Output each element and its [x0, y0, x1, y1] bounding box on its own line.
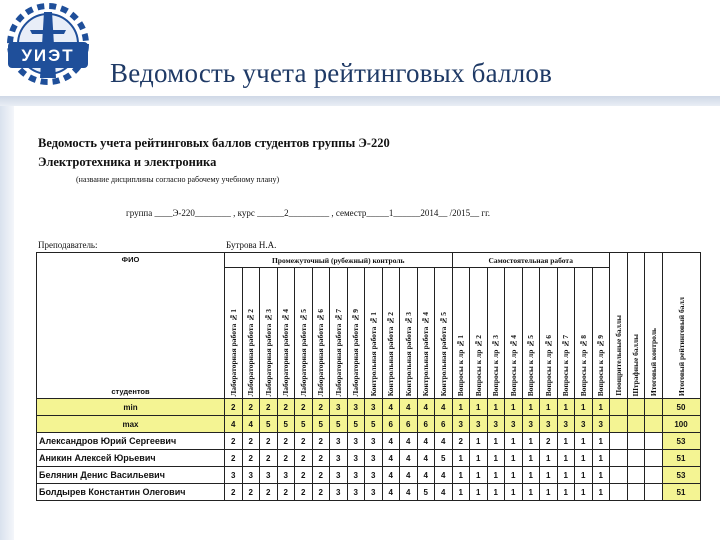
- score-cell: 1: [505, 450, 523, 467]
- score-cell: 4: [382, 399, 400, 416]
- score-cell: [645, 399, 663, 416]
- sheet-subject: Электротехника и электроника: [38, 155, 217, 169]
- column-header: Контрольная работа №1: [365, 268, 383, 399]
- score-cell: 3: [347, 450, 365, 467]
- students-header-label: студентов: [111, 387, 150, 396]
- score-cell: 1: [575, 399, 593, 416]
- score-cell: 1: [505, 433, 523, 450]
- score-cell: [610, 416, 628, 433]
- score-cell: 4: [417, 433, 435, 450]
- score-cell: 2: [295, 484, 313, 501]
- score-cell: 4: [400, 433, 418, 450]
- score-cell: 4: [382, 450, 400, 467]
- rating-table: [36, 252, 701, 501]
- score-cell: 3: [260, 467, 278, 484]
- score-cell: 1: [487, 433, 505, 450]
- logo-text: УИЭТ: [21, 46, 75, 65]
- score-cell: 1: [540, 450, 558, 467]
- score-cell: 1: [505, 399, 523, 416]
- column-header: Контрольная работа №3: [400, 268, 418, 399]
- score-cell: 4: [400, 484, 418, 501]
- sheet-group-line: группа ____Э-220________ , курс ______2_________ , семестр_____1______2014__ /2015__ гг.: [126, 208, 491, 218]
- score-cell: [627, 399, 645, 416]
- column-header: Вопросы к лр №9: [592, 268, 610, 399]
- score-cell: 4: [417, 399, 435, 416]
- score-cell: 4: [400, 467, 418, 484]
- score-cell: 1: [557, 450, 575, 467]
- column-header: Итоговый контроль: [645, 253, 663, 399]
- score-cell: 4: [382, 467, 400, 484]
- score-cell: 2: [277, 450, 295, 467]
- score-cell: 2: [295, 399, 313, 416]
- score-cell: 5: [417, 484, 435, 501]
- score-cell: 4: [242, 416, 260, 433]
- score-cell: 2: [295, 467, 313, 484]
- score-cell: 2: [312, 484, 330, 501]
- score-cell: 5: [435, 450, 453, 467]
- score-cell: [645, 416, 663, 433]
- score-cell: 2: [242, 484, 260, 501]
- sheet-subject-note: (название дисциплины согласно рабочему учебному плану): [76, 175, 280, 184]
- score-cell: [627, 416, 645, 433]
- score-cell: 1: [487, 399, 505, 416]
- score-cell: 5: [347, 416, 365, 433]
- score-cell: 2: [260, 399, 278, 416]
- score-cell: 2: [452, 433, 470, 450]
- self-work-group-header: Самостоятельная работа: [452, 253, 610, 268]
- column-header: Вопросы к лр №2: [470, 268, 488, 399]
- student-name: Белянин Денис Васильевич: [37, 467, 225, 484]
- score-cell: 6: [382, 416, 400, 433]
- score-cell: [610, 399, 628, 416]
- column-header: Лабораторная работа №4: [277, 268, 295, 399]
- score-cell: 2: [225, 450, 243, 467]
- total-score-cell: 53: [662, 433, 700, 450]
- score-cell: 1: [505, 484, 523, 501]
- score-cell: 3: [347, 467, 365, 484]
- score-cell: 1: [470, 399, 488, 416]
- score-cell: [610, 484, 628, 501]
- column-header: Итоговый рейтинговый балл: [662, 253, 700, 399]
- score-cell: 1: [487, 450, 505, 467]
- score-cell: 3: [330, 433, 348, 450]
- score-cell: 1: [557, 399, 575, 416]
- score-cell: [627, 433, 645, 450]
- score-cell: 5: [295, 416, 313, 433]
- score-cell: 5: [312, 416, 330, 433]
- score-cell: 6: [400, 416, 418, 433]
- teacher-name: Бутрова Н.А.: [226, 240, 277, 250]
- score-cell: 1: [452, 450, 470, 467]
- column-header: Лабораторная работа №1: [225, 268, 243, 399]
- score-cell: 2: [312, 467, 330, 484]
- score-cell: 3: [277, 467, 295, 484]
- total-score-cell: 51: [662, 484, 700, 501]
- score-cell: 1: [575, 467, 593, 484]
- score-cell: 4: [382, 484, 400, 501]
- score-cell: 3: [470, 416, 488, 433]
- score-cell: 1: [505, 467, 523, 484]
- score-cell: [627, 450, 645, 467]
- score-cell: 3: [330, 484, 348, 501]
- total-score-cell: 100: [662, 416, 700, 433]
- score-cell: 6: [435, 416, 453, 433]
- rating-sheet: [36, 128, 702, 497]
- student-name: Болдырев Константин Олегович: [37, 484, 225, 501]
- score-cell: [645, 484, 663, 501]
- column-header: Штрафные баллы: [627, 253, 645, 399]
- score-cell: 4: [225, 416, 243, 433]
- score-cell: 1: [540, 467, 558, 484]
- column-header: Лабораторная работа №9: [347, 268, 365, 399]
- student-row: [37, 467, 701, 484]
- score-cell: 2: [312, 450, 330, 467]
- score-cell: 4: [382, 433, 400, 450]
- score-cell: 1: [575, 450, 593, 467]
- score-cell: 2: [295, 450, 313, 467]
- score-cell: 1: [470, 467, 488, 484]
- score-cell: 1: [470, 484, 488, 501]
- total-score-cell: 53: [662, 467, 700, 484]
- score-cell: 1: [452, 484, 470, 501]
- score-cell: 2: [260, 484, 278, 501]
- score-cell: 4: [435, 484, 453, 501]
- score-cell: 4: [417, 467, 435, 484]
- score-cell: 1: [540, 399, 558, 416]
- score-cell: [627, 467, 645, 484]
- score-cell: 3: [452, 416, 470, 433]
- total-score-cell: 51: [662, 450, 700, 467]
- score-cell: 2: [312, 399, 330, 416]
- score-cell: 1: [522, 433, 540, 450]
- score-cell: 3: [365, 399, 383, 416]
- score-cell: 2: [242, 450, 260, 467]
- score-cell: 3: [330, 399, 348, 416]
- score-cell: [610, 467, 628, 484]
- column-header: Контрольная работа №2: [382, 268, 400, 399]
- score-cell: 1: [557, 467, 575, 484]
- score-cell: 6: [417, 416, 435, 433]
- score-cell: 2: [260, 450, 278, 467]
- score-cell: 3: [540, 416, 558, 433]
- total-score-cell: 50: [662, 399, 700, 416]
- score-cell: [610, 450, 628, 467]
- sheet-title: Ведомость учета рейтинговых баллов студентов группы Э-220: [38, 136, 390, 150]
- column-header: Вопросы к лр №5: [522, 268, 540, 399]
- score-cell: 3: [330, 467, 348, 484]
- column-header: Вопросы к лр №3: [487, 268, 505, 399]
- column-header: Лабораторная работа №5: [295, 268, 313, 399]
- score-cell: [627, 484, 645, 501]
- student-row: [37, 433, 701, 450]
- fio-header-label: ФИО: [121, 255, 140, 264]
- column-header: Вопросы к лр №4: [505, 268, 523, 399]
- score-cell: 2: [260, 433, 278, 450]
- fio-header: [37, 253, 225, 399]
- score-cell: 3: [365, 467, 383, 484]
- score-cell: 2: [277, 484, 295, 501]
- score-cell: 1: [470, 433, 488, 450]
- score-cell: 1: [522, 484, 540, 501]
- column-header: Контрольная работа №5: [435, 268, 453, 399]
- score-cell: 2: [225, 433, 243, 450]
- score-cell: 1: [522, 450, 540, 467]
- score-cell: 3: [487, 416, 505, 433]
- score-cell: 4: [435, 433, 453, 450]
- score-cell: 1: [452, 467, 470, 484]
- score-cell: 3: [592, 416, 610, 433]
- score-cell: 3: [557, 416, 575, 433]
- score-cell: 1: [487, 484, 505, 501]
- score-cell: [645, 450, 663, 467]
- score-cell: 2: [312, 433, 330, 450]
- student-name: Аникин Алексей Юрьевич: [37, 450, 225, 467]
- score-cell: 5: [260, 416, 278, 433]
- column-header: Вопросы к лр №6: [540, 268, 558, 399]
- column-header: Вопросы к лр №7: [557, 268, 575, 399]
- score-cell: 3: [365, 484, 383, 501]
- limit-label: max: [37, 416, 225, 433]
- score-cell: 1: [557, 433, 575, 450]
- slide-title: Ведомость учета рейтинговых баллов: [110, 58, 553, 88]
- score-cell: 5: [365, 416, 383, 433]
- score-cell: [645, 467, 663, 484]
- score-cell: 1: [522, 399, 540, 416]
- score-cell: 1: [470, 450, 488, 467]
- column-header: Лабораторная работа №6: [312, 268, 330, 399]
- university-logo: [0, 0, 96, 96]
- score-cell: 3: [522, 416, 540, 433]
- column-header: Вопросы к лр №1: [452, 268, 470, 399]
- limit-row: [37, 416, 701, 433]
- score-cell: 5: [330, 416, 348, 433]
- limit-label: min: [37, 399, 225, 416]
- score-cell: 1: [592, 433, 610, 450]
- score-cell: 2: [277, 399, 295, 416]
- score-cell: 1: [592, 450, 610, 467]
- student-name: Александров Юрий Сергеевич: [37, 433, 225, 450]
- score-cell: 3: [330, 450, 348, 467]
- score-cell: 4: [435, 399, 453, 416]
- header-divider: [0, 96, 720, 106]
- score-cell: 3: [347, 484, 365, 501]
- score-cell: 3: [347, 399, 365, 416]
- column-header: Поощрительные баллы: [610, 253, 628, 399]
- score-cell: [610, 433, 628, 450]
- column-header: Лабораторная работа №2: [242, 268, 260, 399]
- score-cell: 1: [540, 484, 558, 501]
- score-cell: 1: [452, 399, 470, 416]
- score-cell: 1: [557, 484, 575, 501]
- score-cell: 5: [277, 416, 295, 433]
- teacher-label: Преподаватель:: [38, 240, 98, 250]
- score-cell: 1: [575, 484, 593, 501]
- score-cell: 1: [522, 467, 540, 484]
- student-row: [37, 484, 701, 501]
- score-cell: 2: [225, 484, 243, 501]
- score-cell: 3: [242, 467, 260, 484]
- column-header: Лабораторная работа №7: [330, 268, 348, 399]
- column-header: Лабораторная работа №3: [260, 268, 278, 399]
- limit-row: [37, 399, 701, 416]
- score-cell: 3: [575, 416, 593, 433]
- score-cell: 1: [592, 399, 610, 416]
- score-cell: 3: [365, 450, 383, 467]
- score-cell: 2: [295, 433, 313, 450]
- student-row: [37, 450, 701, 467]
- control-group-header: Промежуточный (рубежный) контроль: [225, 253, 453, 268]
- score-cell: 4: [435, 467, 453, 484]
- score-cell: [645, 433, 663, 450]
- score-cell: 2: [242, 433, 260, 450]
- score-cell: 4: [417, 450, 435, 467]
- score-cell: 1: [487, 467, 505, 484]
- score-cell: 4: [400, 450, 418, 467]
- column-header: Вопросы к лр №8: [575, 268, 593, 399]
- score-cell: 2: [225, 399, 243, 416]
- score-cell: 4: [400, 399, 418, 416]
- score-cell: 1: [592, 467, 610, 484]
- side-band: [0, 106, 14, 540]
- score-cell: 2: [277, 433, 295, 450]
- score-cell: 3: [365, 433, 383, 450]
- score-cell: 3: [505, 416, 523, 433]
- score-cell: 3: [347, 433, 365, 450]
- score-cell: 2: [540, 433, 558, 450]
- column-header: Контрольная работа №4: [417, 268, 435, 399]
- score-cell: 3: [225, 467, 243, 484]
- score-cell: 1: [575, 433, 593, 450]
- score-cell: 1: [592, 484, 610, 501]
- score-cell: 2: [242, 399, 260, 416]
